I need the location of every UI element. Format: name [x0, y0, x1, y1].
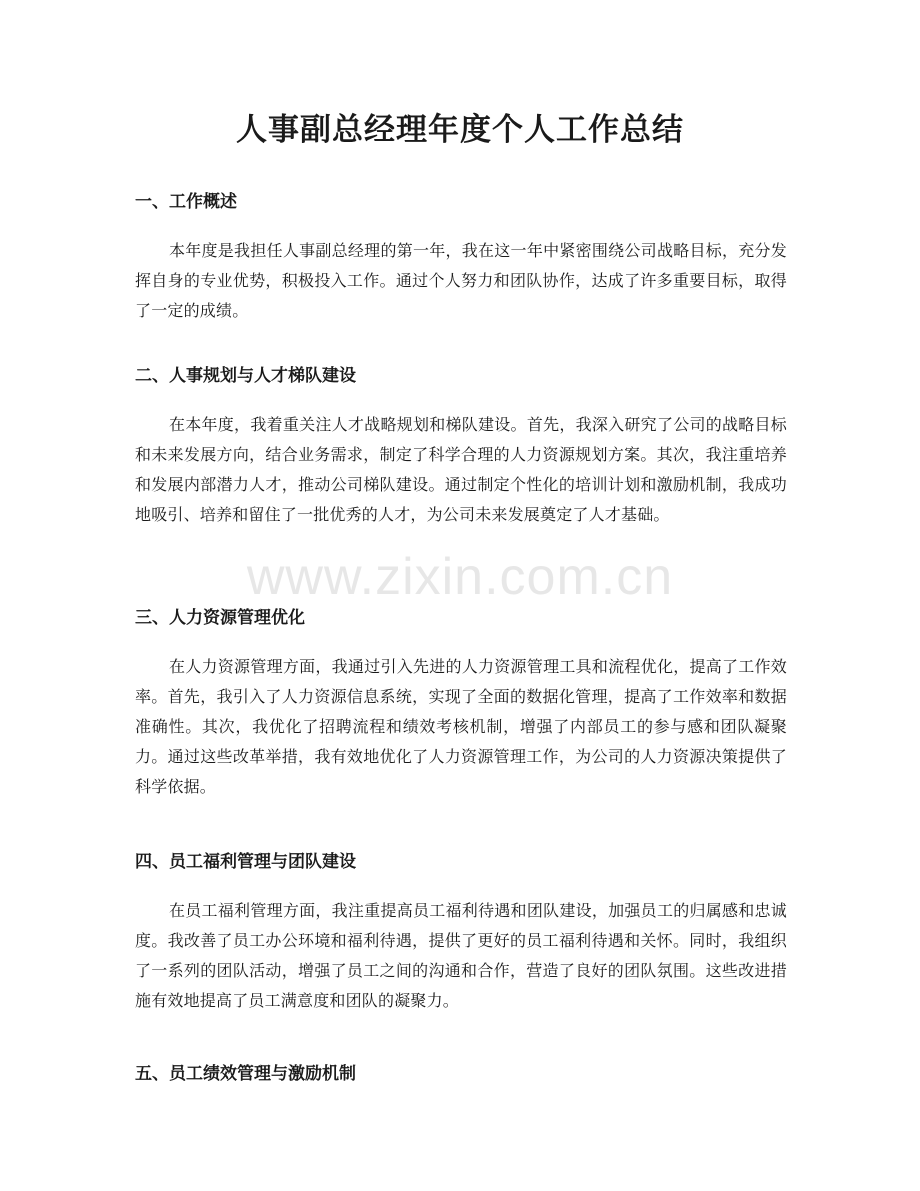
section-heading-overview: 一、工作概述	[135, 192, 237, 212]
section-paragraph-overview: 本年度是我担任人事副总经理的第一年，我在这一年中紧密围绕公司战略目标，充分发挥自身的专业优势，积极投入工作。通过个人努力和团队协作，达成了许多重要目标，取得了一定的成绩。	[135, 241, 787, 320]
section-heading-talent-planning: 二、人事规划与人才梯队建设	[135, 366, 356, 386]
watermark: www.zixin.com.cn	[246, 548, 674, 606]
section-paragraph-welfare-team: 在员工福利管理方面，我注重提高员工福利待遇和团队建设，加强员工的归属感和忠诚度。我改善了员工办公环境和福利待遇，提供了更好的员工福利待遇和关怀。同时，我组织了一系列的团队活动，增强了员工之间的沟通和合作，营造了良好的团队氛围。这些改进措施有效地提高了员工满意度和团队的凝聚力。	[135, 901, 787, 1010]
section-heading-welfare-team: 四、员工福利管理与团队建设	[135, 852, 356, 872]
section-paragraph-talent-planning: 在本年度，我着重关注人才战略规划和梯队建设。首先，我深入研究了公司的战略目标和未来发展方向，结合业务需求，制定了科学合理的人力资源规划方案。其次，我注重培养和发展内部潜力人才，推动公司梯队建设。通过制定个性化的培训计划和激励机制，我成功地吸引、培养和留住了一批优秀的人才，为公司未来发展奠定了人才基础。	[135, 415, 787, 524]
section-heading-performance-incentive: 五、员工绩效管理与激励机制	[135, 1064, 356, 1084]
section-paragraph-hr-optimization: 在人力资源管理方面，我通过引入先进的人力资源管理工具和流程优化，提高了工作效率。首先，我引入了人力资源信息系统，实现了全面的数据化管理，提高了工作效率和数据准确性。其次，我优化了招聘流程和绩效考核机制，增强了内部员工的参与感和团队凝聚力。通过这些改革举措，我有效地优化了人力资源管理工作，为公司的人力资源决策提供了科学依据。	[135, 657, 787, 796]
section-heading-hr-optimization: 三、人力资源管理优化	[135, 608, 305, 628]
document-title: 人事副总经理年度个人工作总结	[236, 112, 684, 148]
